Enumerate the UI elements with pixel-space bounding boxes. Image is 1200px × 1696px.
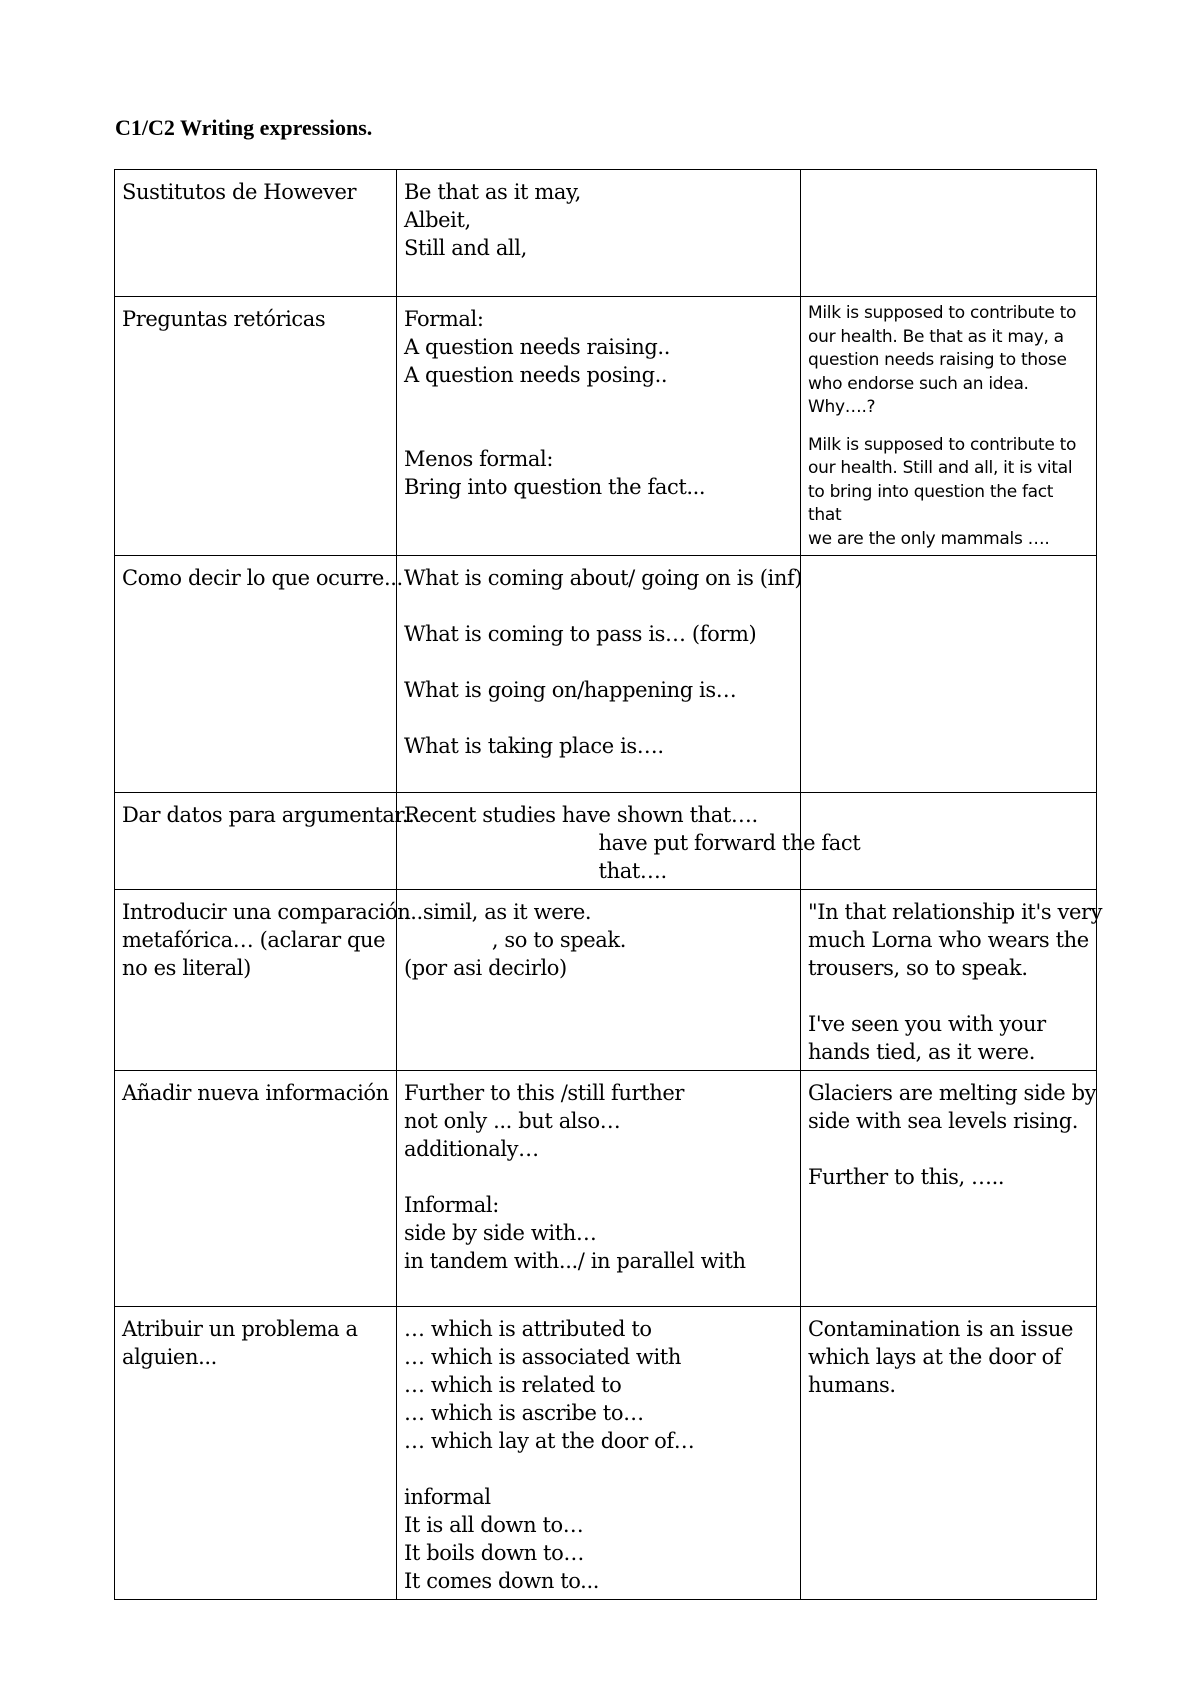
blank-line	[404, 417, 794, 445]
example-line: trousers, so to speak.	[808, 956, 1028, 980]
example-line: Milk is supposed to contribute to	[808, 434, 1077, 455]
category-label: Como decir lo que ocurre...	[122, 566, 403, 590]
example-line: Glaciers are melting side by	[808, 1081, 1097, 1105]
expression-line: (por asi decirlo)	[404, 956, 567, 980]
category-cell	[115, 1307, 397, 1600]
expression-line: in tandem with.../ in parallel with	[404, 1249, 746, 1273]
expression-line: What is coming to pass is… (form)	[404, 622, 757, 646]
category-cell	[115, 793, 415, 890]
expression-line: Recent studies have shown that….	[404, 803, 758, 827]
category-label: Dar datos para argumentar..	[122, 803, 415, 827]
example-line: which lays at the door of	[808, 1345, 1062, 1369]
category-label-line: alguien...	[122, 1345, 217, 1369]
expression-line: not only ... but also…	[404, 1109, 621, 1133]
expressions-cell	[397, 297, 801, 556]
category-cell	[115, 556, 403, 793]
expression-line: Informal:	[404, 1193, 499, 1217]
blank-line	[808, 420, 1090, 434]
expressions-cell	[397, 793, 861, 890]
blank-line	[404, 1163, 794, 1191]
expression-line: informal	[404, 1485, 491, 1509]
category-label-line: Atribuir un problema a	[122, 1317, 358, 1341]
category-label: Añadir nueva información	[122, 1081, 389, 1105]
table-row	[115, 297, 1097, 556]
example-line: to bring into question the fact that	[808, 481, 1054, 525]
examples-cell	[801, 1307, 1097, 1600]
expression-line: A question needs posing..	[404, 363, 668, 387]
expression-line: , so to speak.	[404, 928, 627, 952]
example-line: humans.	[808, 1373, 896, 1397]
category-label-line: no es literal)	[122, 956, 251, 980]
table-row	[115, 793, 1097, 890]
expression-line: Bring into question the fact...	[404, 475, 706, 499]
expression-line: side by side with…	[404, 1221, 597, 1245]
example-line: Contamination is an issue	[808, 1317, 1073, 1341]
category-cell	[115, 890, 411, 1071]
expression-line: … which is attributed to	[404, 1317, 652, 1341]
blank-line	[808, 1135, 1090, 1163]
category-label: Preguntas retóricas	[122, 307, 326, 331]
example-line: Milk is supposed to contribute to	[808, 303, 1077, 323]
table-row	[115, 1071, 1097, 1307]
expression-line: … which lay at the door of…	[404, 1429, 695, 1453]
example-line: "In that relationship it's very	[808, 900, 1103, 924]
expression-line: It is all down to…	[404, 1513, 584, 1537]
example-line: Further to this, …..	[808, 1165, 1005, 1189]
table-row	[115, 1307, 1097, 1600]
examples-cell	[801, 1071, 1097, 1307]
category-label-line: Introducir una comparación	[122, 900, 411, 924]
expression-line: Albeit,	[404, 208, 471, 232]
expression-line: … which is ascribe to…	[404, 1401, 644, 1425]
expression-line: A question needs raising..	[404, 335, 670, 359]
expression-line: Be that as it may,	[404, 180, 581, 204]
table-row	[115, 556, 1097, 793]
category-label-line: metafórica… (aclarar que	[122, 928, 386, 952]
expressions-cell	[397, 170, 801, 297]
blank-line	[808, 982, 1090, 1010]
example-line: who endorse such an idea.	[808, 373, 1029, 394]
expression-line: Still and all,	[404, 236, 527, 260]
example-line: our health. Still and all, it is vital	[808, 458, 1073, 478]
expression-line: It boils down to…	[404, 1541, 584, 1565]
blank-line	[404, 648, 794, 676]
expression-line: It comes down to...	[404, 1569, 600, 1593]
example-line: much Lorna who wears the	[808, 928, 1089, 952]
expressions-cell	[397, 556, 801, 793]
expressions-cell	[397, 890, 801, 1071]
examples-cell	[801, 890, 1103, 1071]
table-row	[115, 170, 1097, 297]
table-row	[115, 890, 1097, 1071]
expression-line: … which is associated with	[404, 1345, 681, 1369]
example-line: hands tied, as it were.	[808, 1040, 1035, 1064]
expression-line: that….	[404, 859, 667, 883]
expression-line: What is taking place is….	[404, 734, 664, 758]
expressions-cell	[397, 1307, 801, 1600]
blank-line	[404, 592, 794, 620]
expression-line: Formal:	[404, 307, 484, 331]
expression-line: … which is related to	[404, 1373, 622, 1397]
examples-cell	[801, 556, 1097, 793]
document-title: C1/C2 Writing expressions.	[115, 115, 373, 140]
expression-line: What is going on/happening is…	[404, 678, 737, 702]
expressions-table	[114, 169, 1103, 1600]
category-cell	[115, 170, 397, 297]
expression-line: What is coming about/ going on is (inf)	[404, 566, 803, 590]
examples-cell	[801, 297, 1097, 556]
example-line: Why….?	[808, 397, 876, 417]
blank-line	[404, 389, 794, 417]
example-line: question needs raising to those	[808, 350, 1067, 370]
example-line: I've seen you with your	[808, 1012, 1046, 1036]
category-label: Sustitutos de However	[122, 180, 357, 204]
category-cell	[115, 1071, 397, 1307]
blank-line	[404, 1455, 794, 1483]
example-line: our health. Be that as it may, a	[808, 326, 1064, 347]
expression-line: Menos formal:	[404, 447, 554, 471]
blank-line	[404, 704, 794, 732]
expression-line: additionaly…	[404, 1137, 539, 1161]
category-cell	[115, 297, 397, 556]
examples-cell	[801, 170, 1097, 297]
expression-line: ...simil, as it were.	[404, 900, 592, 924]
example-line: we are the only mammals ….	[808, 528, 1050, 549]
expressions-cell	[397, 1071, 801, 1307]
expression-line: Further to this /still further	[404, 1081, 685, 1105]
expression-line: have put forward the fact	[404, 831, 861, 855]
example-line: side with sea levels rising.	[808, 1109, 1079, 1133]
